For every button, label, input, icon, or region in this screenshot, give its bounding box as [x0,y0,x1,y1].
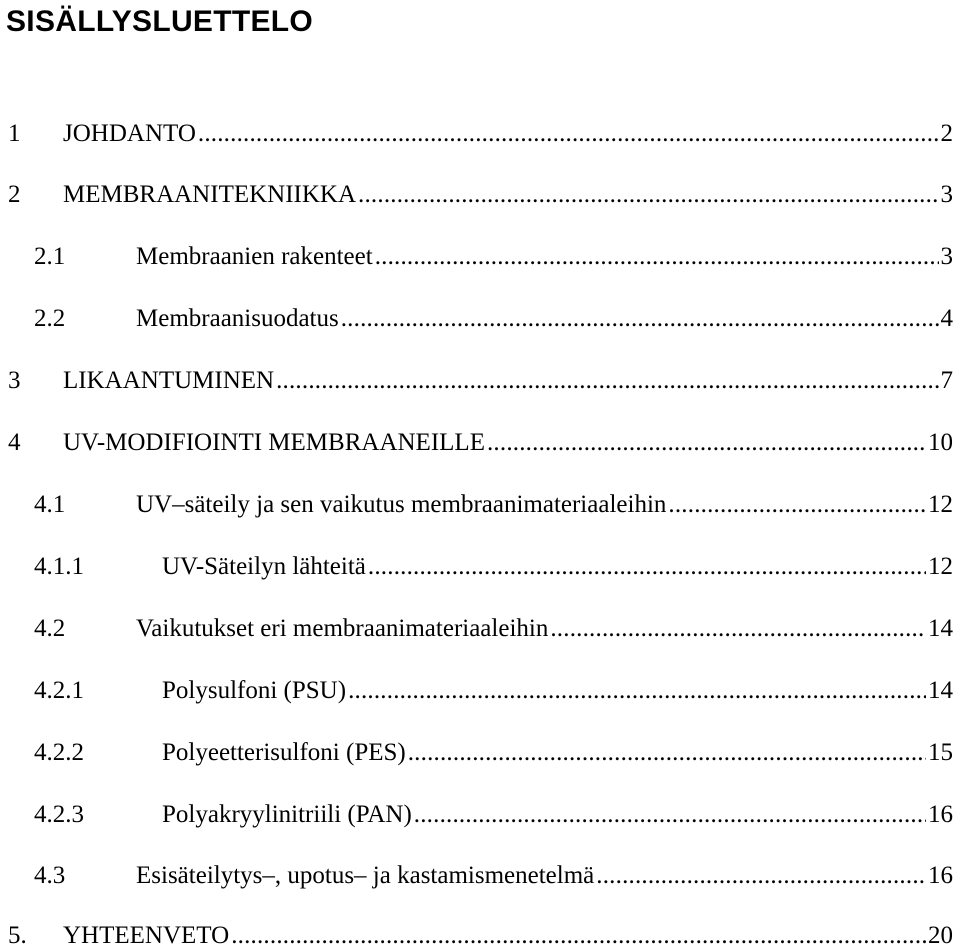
toc-entry-page: 2 [940,120,953,147]
toc-entry-title: JOHDANTO [63,120,196,147]
toc-entry[interactable] [34,552,953,582]
toc-entry[interactable] [8,119,953,149]
toc-entry-number: 4.3 [34,862,66,889]
dot-leader [368,552,926,582]
toc-entry-number: 1 [8,120,21,147]
toc-entry[interactable] [34,800,953,830]
toc-entry[interactable] [8,366,953,396]
toc-entry[interactable] [34,614,953,644]
toc-entry-page: 3 [940,243,953,270]
dot-leader [348,676,926,706]
dot-leader [550,614,926,644]
toc-entry-page: 15 [928,739,953,766]
toc-entry[interactable] [8,921,953,951]
toc-entry-title: Esisäteilytys–, upotus– ja kastamismenetelmä [136,862,595,889]
dot-leader [198,119,939,149]
toc-entry-number: 4.1 [34,491,66,518]
dot-leader [596,861,926,891]
toc-entry-page: 20 [928,922,953,949]
toc-entry-title: Membraanien rakenteet [136,243,373,270]
toc-entry-title: Polyakryylinitriili (PAN) [162,801,412,828]
toc-entry-title: Polyeetterisulfoni (PES) [162,739,406,766]
toc-entry[interactable] [34,304,953,334]
toc-entry-page: 14 [928,677,953,704]
toc-entry-page: 16 [928,862,953,889]
toc-entry[interactable] [34,490,953,520]
toc-entry-number: 4.2.2 [34,739,84,766]
toc-entry-number: 2 [8,181,21,208]
toc-entry-number: 4.2.3 [34,801,84,828]
toc-entry-title: Polysulfoni (PSU) [162,677,347,704]
toc-entry-number: 2.2 [34,305,66,332]
dot-leader [358,180,938,210]
toc-entry-page: 7 [940,367,953,394]
toc-entry-title: YHTEENVETO [63,922,230,949]
toc-entry-number: 4 [8,429,21,456]
toc-entry-number: 3 [8,367,21,394]
toc-entry-title: Vaikutukset eri membraanimateriaaleihin [136,615,549,642]
dot-leader [668,490,926,520]
page-title: SISÄLLYSLUETTELO [6,5,314,38]
toc-entry-number: 4.1.1 [34,553,84,580]
toc-entry-number: 4.2.1 [34,677,84,704]
toc-entry-number: 5. [8,922,27,949]
toc-entry-title: LIKAANTUMINEN [63,367,275,394]
dot-leader [408,738,926,768]
toc-entry[interactable] [8,428,953,458]
toc-entry[interactable] [34,861,953,891]
toc-entry-page: 3 [940,181,953,208]
toc-entry-page: 14 [928,615,953,642]
dot-leader [276,366,938,396]
toc-entry-number: 2.1 [34,243,66,270]
toc-entry[interactable] [8,180,953,210]
toc-entry-number: 4.2 [34,615,66,642]
toc-entry-title: UV–säteily ja sen vaikutus membraanimateriaaleihin [136,491,667,518]
toc-entry-page: 16 [928,801,953,828]
dot-leader [487,428,926,458]
toc-entry-page: 12 [928,491,953,518]
dot-leader [414,800,926,830]
dot-leader [231,921,926,951]
toc-entry-page: 10 [928,429,953,456]
toc-entry-title: MEMBRAANITEKNIIKKA [63,181,357,208]
dot-leader [341,304,939,334]
toc-entry-page: 4 [940,305,953,332]
toc-entry[interactable] [34,242,953,272]
toc-entry[interactable] [34,738,953,768]
toc-entry-title: UV-Säteilyn lähteitä [162,553,366,580]
toc-entry-title: UV-MODIFIOINTI MEMBRAANEILLE [63,429,485,456]
toc-entry-page: 12 [928,553,953,580]
toc-entry[interactable] [34,676,953,706]
toc-entry-title: Membraanisuodatus [136,305,339,332]
dot-leader [375,242,939,272]
